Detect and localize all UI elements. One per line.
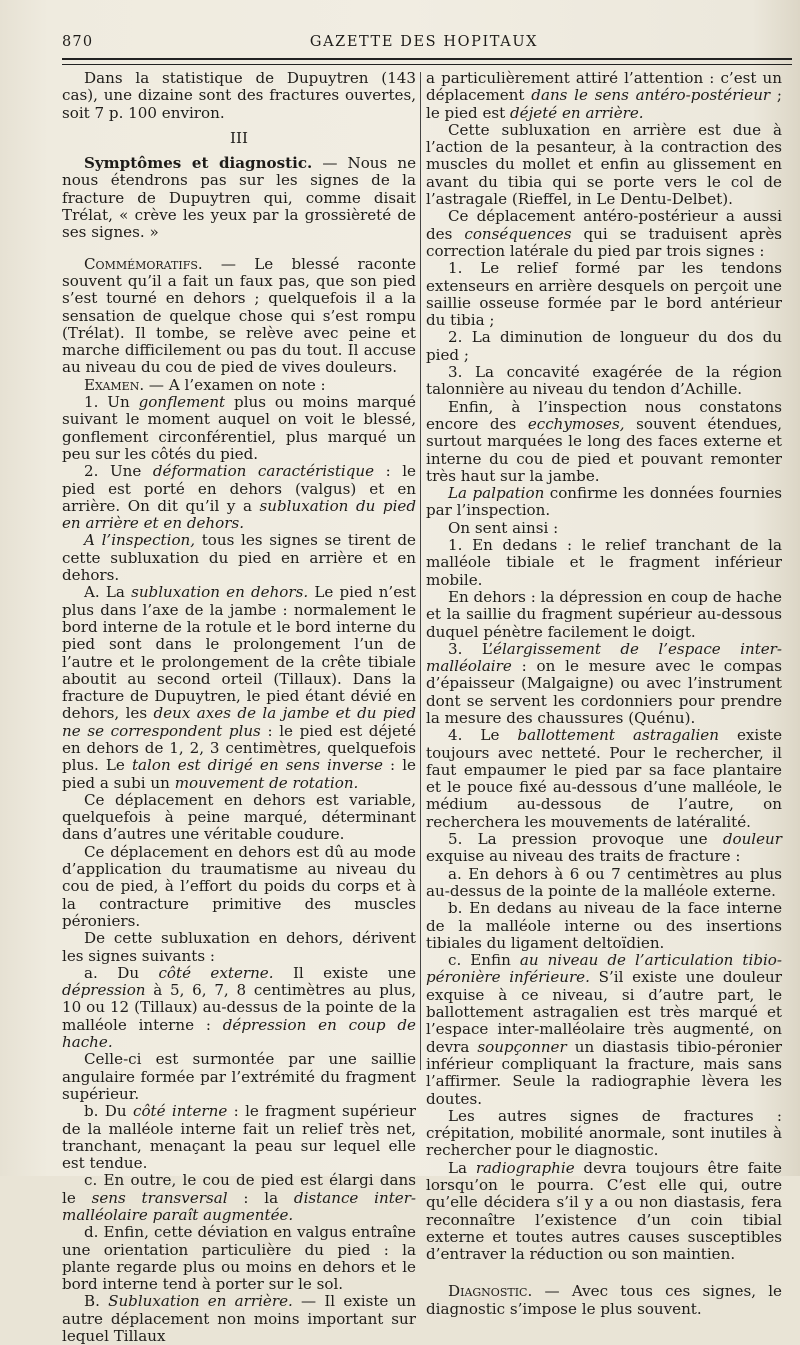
running-title: GAZETTE DES HOPITAUX — [309, 34, 539, 50]
paragraph: b. Du côté interne : le fragment supérieur de la malléole interne fait un relief très net, tranchant, menaçant la peau sur lequel elle est tendue. — [62, 1102, 416, 1173]
paragraph: 1. Un gonflement plus ou moins marqué suivant le moment auquel on voit le blessé, gonflement circonférentiel, plus marqué un peu sur les côtés du pied. — [62, 393, 416, 463]
paragraph: a. Du côté externe. Il existe une dépression à 5, 6, 7, 8 centimètres au plus, 10 ou 12 (Tillaux) au-dessus de la pointe de la malléole interne : dépression en coup de hache. — [62, 963, 416, 1052]
paragraph: La palpation confirme les données fournies par l’inspection. — [426, 484, 782, 520]
paragraph: Commémoratifs. — Le blessé raconte souvent qu’il a fait un faux pas, que son pied s’est tourné en dehors ; quelquefois il a la sensation de quelque chose qui s’est rompu (Trélat). Il tombe, se relève avec peine et marche difficilement ou pas du tout. Il accuse au niveau du cou de pied de vives douleurs. — [62, 254, 416, 377]
paragraph: A l’inspection, tous les signes se tirent de cette subluxation du pied en arrière et en dehors. — [62, 531, 416, 585]
paragraph: 2. La diminution de longueur du dos du pied ; — [426, 328, 782, 364]
paragraph: 2. Une déformation caractéristique : le pied est porté en dehors (valgus) et en arrière. On dit qu’il y a subluxation du pied en arrière et en dehors. — [62, 462, 416, 533]
paragraph: Ce déplacement antéro-postérieur a aussi des conséquences qui se traduisent après correction latérale du pied par trois signes : — [426, 207, 782, 260]
run-in-heading: Diagnostic. — [448, 1282, 533, 1301]
right-column — [426, 70, 782, 1318]
column-divider — [420, 72, 421, 1070]
paragraph: Examen. — A l’examen on note : — [84, 375, 326, 394]
paragraph: a particulièrement attiré l’attention : c’est un déplacement dans le sens antéro-postérieur ; le pied est déjeté en arrière. — [426, 69, 782, 122]
left-column — [62, 70, 416, 1345]
page-header — [62, 30, 786, 54]
paragraph: Ce déplacement en dehors est variable, quelquefois à peine marqué, déterminant dans d’autres une véritable coudure. — [62, 790, 416, 844]
paragraph: c. En outre, le cou de pied est élargi dans le sens transversal : la distance inter-malléolaire paraît augmentée. — [62, 1171, 417, 1224]
paragraph: En dehors : la dépression en coup de hache et la saillie du fragment supérieur au-dessous duquel pénètre facilement le doigt. — [426, 587, 782, 641]
paragraph: B. Subluxation en arrière. — Il existe un autre déplacement non moins important sur lequel Tillaux — [62, 1292, 416, 1345]
page-number: 870 — [62, 34, 94, 50]
paragraph: Dans la statistique de Dupuytren (143 cas), une dizaine sont des fractures ouvertes, soit 7 p. 100 environ. — [62, 69, 416, 122]
paragraph: Les autres signes de fractures : crépitation, mobilité anormale, sont inutiles à rechercher pour le diagnostic. — [426, 1106, 782, 1160]
run-in-heading: Examen. — [84, 375, 145, 394]
paragraph: b. En dedans au niveau de la face interne de la malléole interne ou des insertions tibiales du ligament deltoïdien. — [426, 899, 782, 952]
paragraph: 1. Le relief formé par les tendons extenseurs en arrière desquels on perçoit une saillie osseuse formée par le bord antérieur du tibia ; — [426, 259, 782, 330]
paragraph: Symptômes et diagnostic. — Nous ne nous étendrons pas sur les signes de la fracture de Dupuytren qui, comme disait Trélat, « crève les yeux par la grossièreté de ses signes. » — [62, 154, 417, 242]
paragraph: La radiographie devra toujours être faite lorsqu’on le pourra. C’est elle qui, outre qu’elle décidera s’il y a ou non diastasis, fera reconnaître l’existence d’un coin tibial externe et toutes autres causes susceptibles d’entraver la réduction ou son maintien. — [426, 1158, 782, 1264]
paragraph: Enfin, à l’inspection nous constatons encore des ecchymoses, souvent étendues, surtout marquées le long des faces externe et interne du cou de pied et pouvant remonter très haut sur la jambe. — [426, 397, 782, 485]
paragraph: Diagnostic. — Avec tous ces signes, le diagnostic s’impose le plus souvent. — [426, 1282, 782, 1318]
run-in-heading: Commémoratifs. — [84, 254, 203, 273]
section-heading: Symptômes et diagnostic. — [84, 154, 313, 173]
paragraph: a. En dehors à 6 ou 7 centimètres au plus au-dessus de la pointe de la malléole externe. — [426, 864, 782, 900]
paragraph: Ce déplacement en dehors est dû au mode d’application du traumatisme au niveau du cou de pied, à l’effort du poids du corps et à la contracture primitive des muscles péroniers. — [62, 842, 416, 930]
paragraph: On sent ainsi : — [448, 518, 559, 537]
paragraph: 4. Le ballottement astragalien existe toujours avec netteté. Pour le rechercher, il faut empaumer le pied par sa face plantaire et le pouce fixé au-dessous d’une malléole, le médium au-dessous de l’autre, on recherchera les mouvements de latéralité. — [426, 726, 782, 831]
header-rule — [62, 58, 792, 65]
paragraph: 1. En dedans : le relief tranchant de la malléole tibiale et le fragment inférieur mobile. — [426, 536, 782, 589]
paragraph: A. La subluxation en dehors. Le pied n’est plus dans l’axe de la jambe : normalement le bord interne de la rotule et le bord interne du pied sont dans le prolongement l’un de l’autre et le prolongement de la crête tibiale aboutit au second orteil (Tillaux). Dans la fracture de Dupuytren, le pied étant dévié en dehors, les deux axes de la jambe et du pied ne se correspondent plus : le pied est déjeté en dehors de 1, 2, 3 centimètres, quelquefois plus. Le talon est dirigé en sens inverse : le pied a subi un mouvement de rotation. — [62, 583, 417, 792]
paragraph: c. Enfin au niveau de l’articulation tibio-péronière inférieure. S’il existe une douleur exquise à ce niveau, si d’autre part, le ballottement astragalien est très marqué et l’espace inter-malléolaire très augmenté, on devra soupçonner un diastasis tibio-péronier inférieur compliquant la fracture, mais sans l’affirmer. Seule la radiographie lèvera les doutes. — [426, 951, 782, 1108]
paragraph: De cette subluxation en dehors, dérivent les signes suivants : — [62, 929, 416, 965]
paragraph: Celle-ci est surmontée par une saillie angulaire formée par l’extrémité du fragment supérieur. — [62, 1050, 416, 1103]
paragraph: 3. La concavité exagérée de la région talonnière au niveau du tendon d’Achille. — [426, 363, 782, 399]
paragraph: d. Enfin, cette déviation en valgus entraîne une orientation particulière du pied : la plante regarde plus ou moins en dehors et le bord interne tend à porter sur le sol. — [62, 1223, 416, 1294]
paragraph: Cette subluxation en arrière est due à l’action de la pesanteur, à la contraction des muscles du mollet et enfin au glissement en avant du tibia qui se porte vers le col de l’astragale (Rieffel, in Le Dentu-Delbet). — [426, 120, 782, 209]
paragraph: 3. L’élargissement de l’espace inter-malléolaire : on le mesure avec le compas d’épaisseur (Malgaigne) ou avec l’instrument dont se servent les cordonniers pour prendre la mesure des chaussures (Quénu). — [426, 639, 783, 727]
section-number: III — [230, 128, 248, 147]
paragraph: 5. La pression provoque une douleur exquise au niveau des traits de fracture : — [426, 830, 782, 866]
